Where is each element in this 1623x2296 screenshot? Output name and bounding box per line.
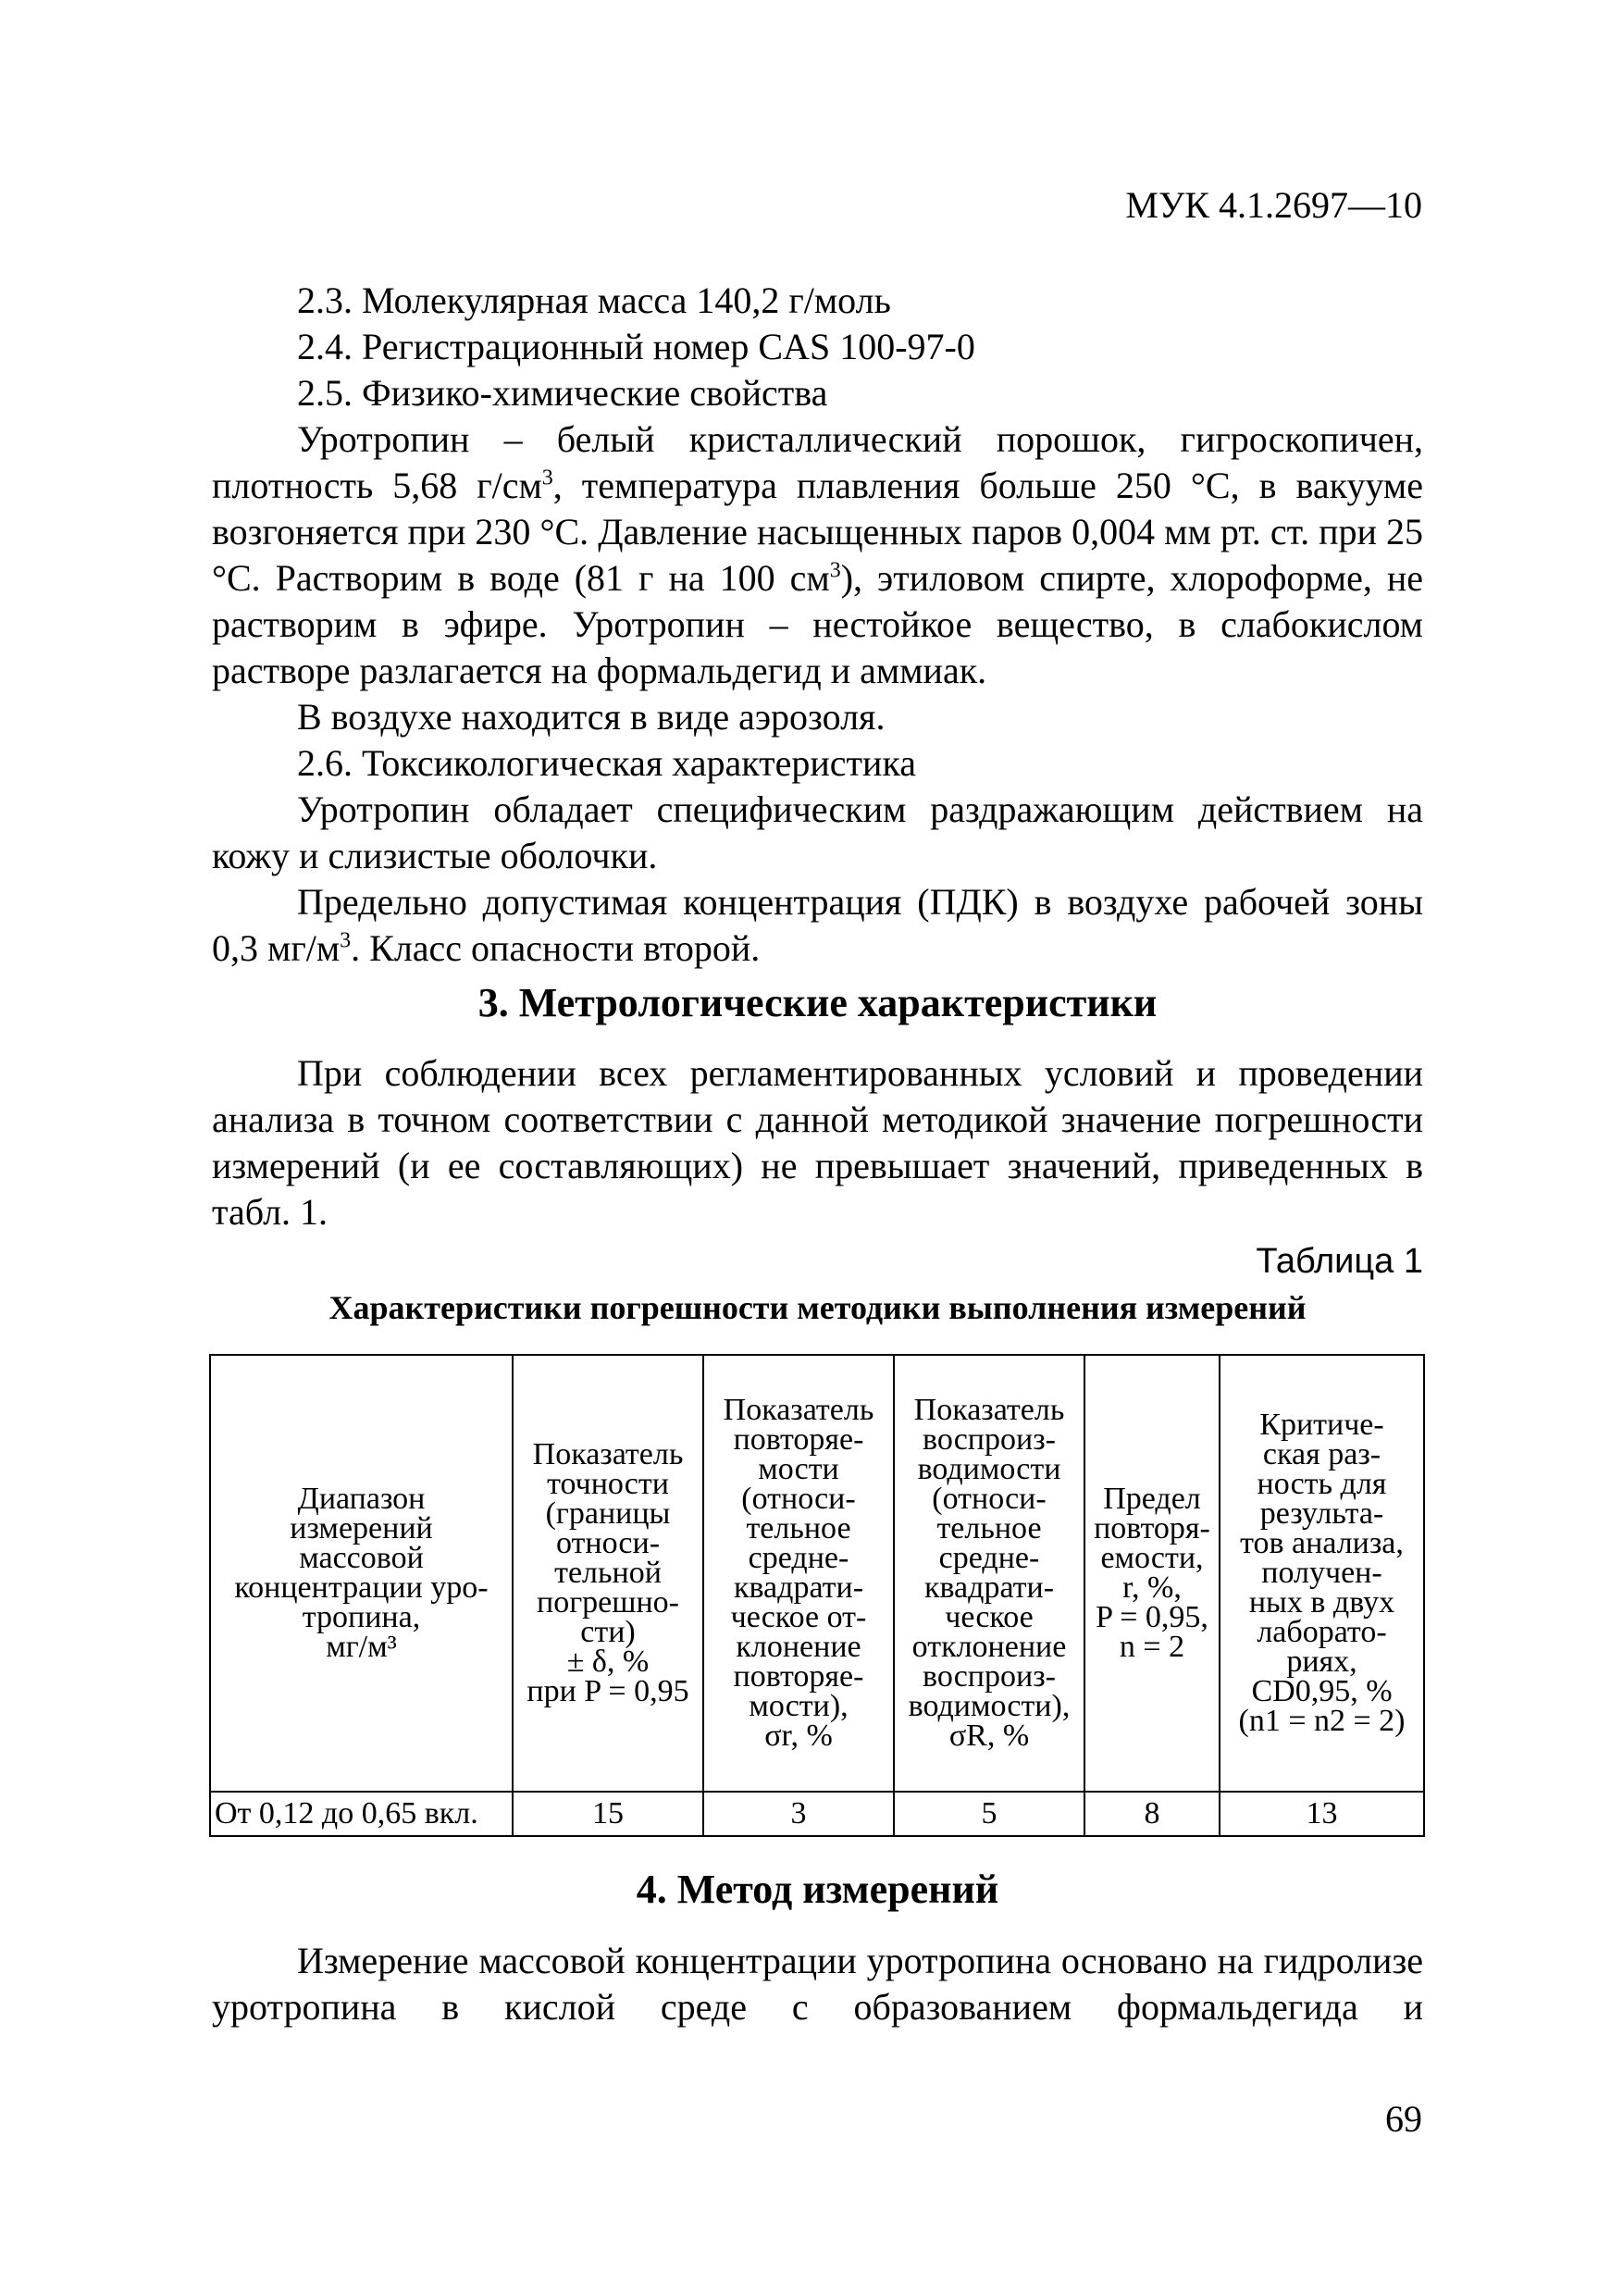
section-4-body [212,1938,1423,2030]
paragraph-metrology: При соблюдении всех регламентированных условий и проведении анализа в точном соответствии с данной методикой значение погрешности измерений (и ее составляющих) не превышает значений, приведенных в табл. 1. [212,1052,1423,1233]
paragraph-2-3: 2.3. Молекулярная масса 140,2 г/моль [297,279,891,321]
table-row [210,1792,1424,1836]
paragraph-method: Измерение массовой концентрации уротропина основано на гидролизе уротропина в кислой среде с образованием формальдегида и [212,1940,1423,2028]
section-3-title: 3. Метрологические характеристики [477,980,1158,1025]
paragraph-aerosol: В воздухе находится в виде аэрозоля. [297,696,886,738]
paragraph-2-5: 2.5. Физико-химические свойства [297,372,828,414]
paragraph-2-4: 2.4. Регистрационный номер CAS 100-97-0 [297,326,975,367]
table-header-row [210,1355,1424,1792]
header-accuracy: Показатель точности (границы относи- тельной погрешно- сти) ± δ, % при P = 0,95 [513,1355,703,1792]
pdk-text-a: Предельно допустимая концентрация (ПДК) в воздухе рабочей зоны 0,3 мг/м [212,881,1423,969]
table-label: Таблица 1 [1256,1242,1423,1281]
error-characteristics-table [209,1354,1425,1837]
paragraph-properties [212,416,1423,694]
header-repeatability: Показатель повторяе- мости (относи- тельное средне- квадрати- ческое от- клонение повторяе- мости), σr, % [703,1355,894,1792]
header-critical-difference: Критиче- ская раз- ность для результа- тов анализа, получен- ных в двух лаборато- риях, CD0,95, % (n1 = n2 = 2) [1220,1355,1424,1792]
properties-text-a: Уротропин – белый кристаллический порошок, гигроскопичен, плотность 5,68 г/см [212,418,1423,506]
cell-reproducibility: 5 [894,1792,1084,1836]
page-number: 69 [1385,2098,1422,2140]
cell-range: От 0,12 до 0,65 вкл. [210,1792,513,1836]
cell-critical-difference: 13 [1220,1792,1424,1836]
cell-accuracy: 15 [513,1792,703,1836]
superscript-3: 3 [541,465,553,490]
paragraph-2-6: 2.6. Токсикологическая характеристика [297,742,917,784]
superscript-3: 3 [829,558,841,583]
section-2-body [212,278,1423,972]
table-caption: Характеристики погрешности методики выполнения измерений [328,1289,1307,1326]
cell-repeatability-limit: 8 [1084,1792,1220,1836]
section-3-body [212,1050,1423,1235]
header-range: Диапазон измерений массовой концентрации уро- тропина, мг/м³ [210,1355,513,1792]
cell-repeatability: 3 [703,1792,894,1836]
pdk-text-b: . Класс опасности второй. [351,927,761,969]
properties-text-b: , температура плавления больше 250 °С, в вакууме возгоняется при 230 °С. Давление насыщенных паров 0,004 мм рт. ст. при 25 °С. Растворим в воде (81 г на 100 см [212,465,1423,599]
section-4-title: 4. Метод измерений [636,1867,999,1912]
superscript-3: 3 [340,928,352,953]
header-reproducibility: Показатель воспроиз- водимости (относи- тельное средне- квадрати- ческое отклонение воспроиз- водимости), σR, % [894,1355,1084,1792]
paragraph-pdk [212,879,1423,972]
properties-text-c: ), этиловом спирте, хлороформе, не растворим в эфире. Уротропин – нестойкое вещество, в слабокислом растворе разлагается на формальдегид и аммиак. [212,557,1423,691]
paragraph-toxicology: Уротропин обладает специфическим раздражающим действием на кожу и слизистые оболочки. [212,788,1423,876]
document-code: МУК 4.1.2697—10 [1125,184,1422,226]
header-repeatability-limit: Предел повторя- емости, r, %, P = 0,95, n = 2 [1084,1355,1220,1792]
